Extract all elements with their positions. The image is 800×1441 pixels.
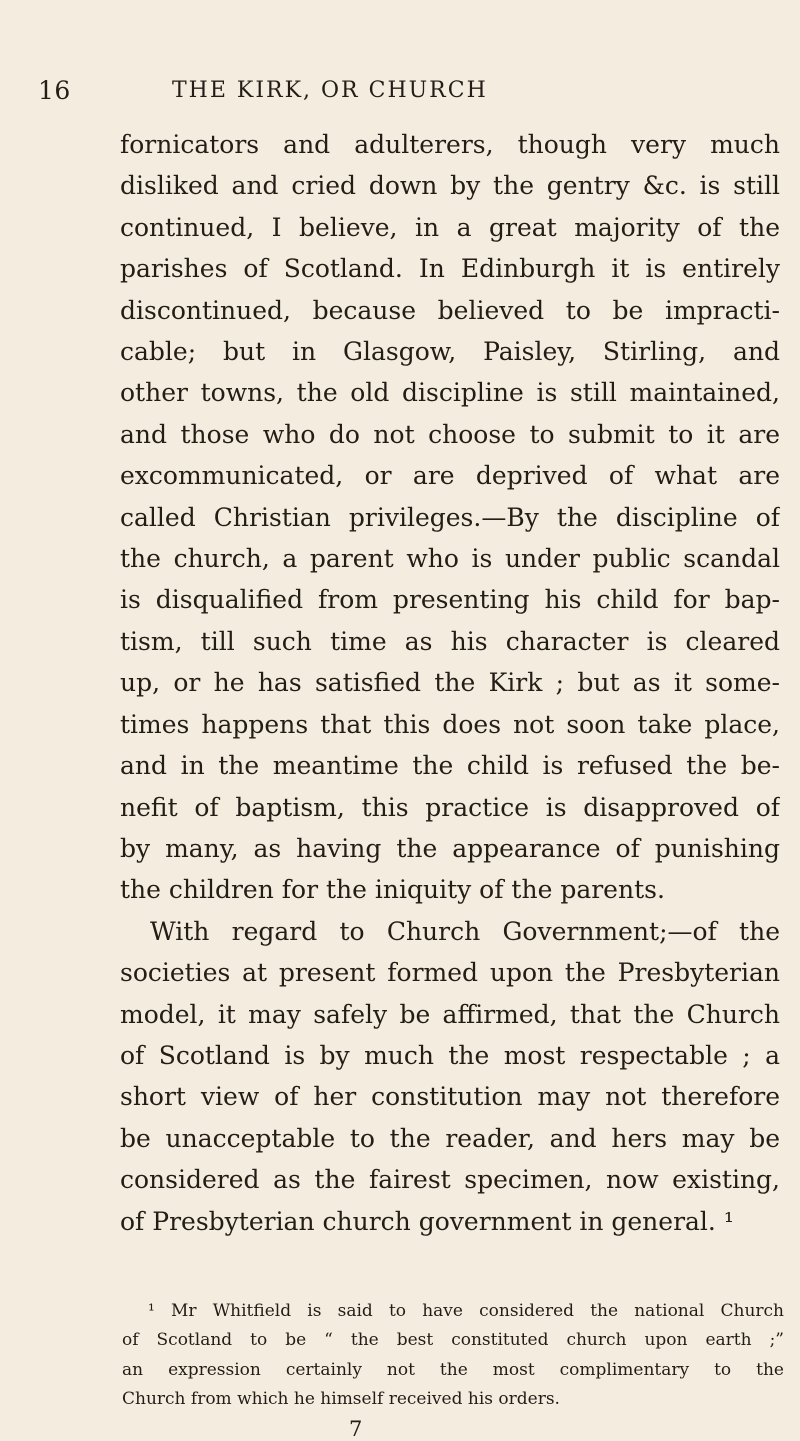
footnote xyxy=(122,1297,784,1415)
text-line: and those who do not choose to submit to it are xyxy=(120,419,780,449)
footnote-line: an expression certainly not the most complimentary to the xyxy=(122,1359,784,1380)
page-number: 16 xyxy=(38,76,71,105)
text-line: of Presbyterian church government in general. ¹ xyxy=(120,1206,734,1236)
text-line: societies at present formed upon the Presbyterian xyxy=(120,958,780,988)
text-line: model, it may safely be affirmed, that the Church xyxy=(120,999,780,1029)
running-head: THE KIRK, OR CHURCH xyxy=(172,78,488,103)
text-line: fornicators and adulterers, though very much xyxy=(120,130,780,159)
page-header xyxy=(38,70,744,110)
text-line: of Scotland is by much the most respectable ; a xyxy=(120,1040,780,1070)
text-line: nefit of baptism, this practice is disapproved of xyxy=(120,792,780,822)
text-line: up, or he has satisfied the Kirk ; but as it some- xyxy=(120,668,780,698)
text-line: short view of her constitution may not therefore xyxy=(120,1082,780,1112)
text-line: the children for the iniquity of the parents. xyxy=(120,875,665,905)
body-text xyxy=(120,124,780,1242)
footnote-line: Church from which he himself received his orders. xyxy=(122,1389,560,1410)
text-line: times happens that this does not soon take place, xyxy=(120,709,780,739)
text-line: and in the meantime the child is refused the be- xyxy=(120,751,780,781)
footnote-line: of Scotland to be “ the best constituted church upon earth ;” xyxy=(122,1330,784,1351)
footnote-line: ¹ Mr Whitfield is said to have considered the national Church xyxy=(148,1300,784,1321)
text-line: considered as the fairest specimen, now existing, xyxy=(120,1165,780,1195)
text-line: discontinued, because believed to be impracti- xyxy=(120,295,780,325)
text-line: disliked and cried down by the gentry &c. is still xyxy=(120,171,780,201)
text-line: cable; but in Glasgow, Paisley, Stirling, and xyxy=(120,337,780,367)
text-line: excommunicated, or are deprived of what are xyxy=(120,461,780,491)
text-line: called Christian privileges.—By the discipline of xyxy=(120,502,780,532)
text-line: by many, as having the appearance of punishing xyxy=(120,833,780,863)
text-line: other towns, the old discipline is still maintained, xyxy=(120,378,780,408)
text-line: is disqualified from presenting his child for bap- xyxy=(120,585,780,615)
signature-mark: 7 xyxy=(349,1416,363,1441)
text-line: the church, a parent who is under public scandal xyxy=(120,544,780,574)
text-line: tism, till such time as his character is cleared xyxy=(120,626,780,656)
paragraph-start-line: With regard to Church Government;—of the xyxy=(150,916,780,946)
text-line: be unacceptable to the reader, and hers may be xyxy=(120,1123,780,1153)
text-line: continued, I believe, in a great majority of the xyxy=(120,212,780,242)
text-line: parishes of Scotland. In Edinburgh it is entirely xyxy=(120,254,780,284)
